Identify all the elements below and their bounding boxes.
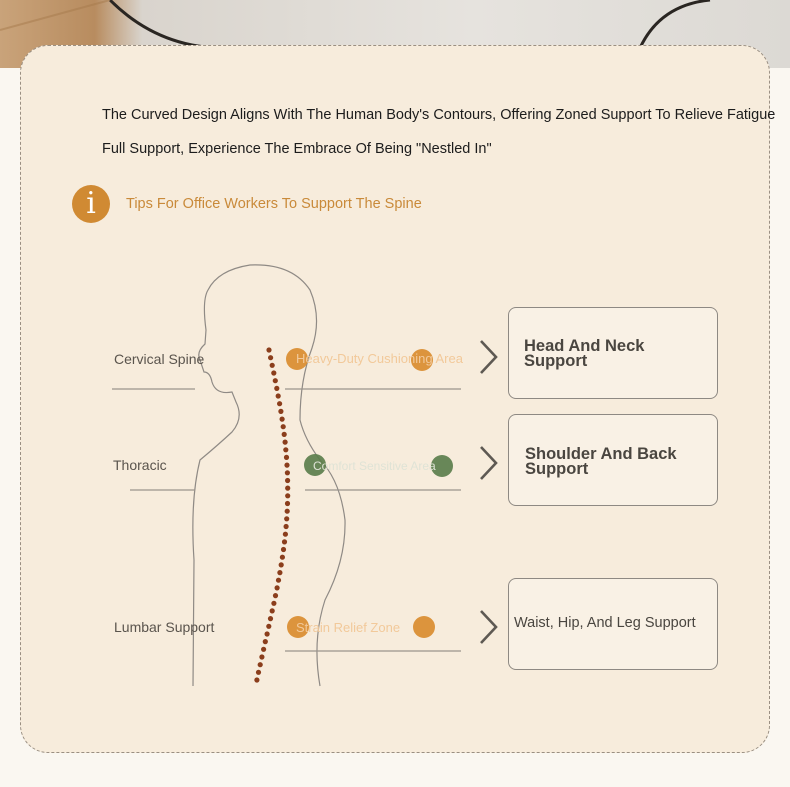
spine-dot xyxy=(285,486,290,491)
spine-dot xyxy=(273,378,278,383)
spine-dot xyxy=(285,478,290,483)
spine-dot xyxy=(277,570,282,575)
zone-strain-relief: Strain Relief Zone xyxy=(296,620,401,635)
spine-dots xyxy=(254,347,290,682)
spine-dot xyxy=(285,501,290,506)
spine-dot xyxy=(276,578,281,583)
spine-dot xyxy=(259,654,264,659)
chevron-right-icon xyxy=(476,338,502,376)
spine-dot xyxy=(281,547,286,552)
spine-dot xyxy=(268,616,273,621)
spine-dot xyxy=(266,624,271,629)
spine-dot xyxy=(276,393,281,398)
spine-dot xyxy=(270,363,275,368)
headline-line-2: Full Support, Experience The Embrace Of Being "Nestled In" xyxy=(102,141,492,157)
label-lumbar-support: Lumbar Support xyxy=(114,619,215,635)
spine-dot xyxy=(284,524,289,529)
spine-dot xyxy=(284,516,289,521)
spine-dot xyxy=(284,463,289,468)
spine-dot xyxy=(284,455,289,460)
spine-dot xyxy=(283,532,288,537)
tip-title: Tips For Office Workers To Support The Spine xyxy=(126,196,422,212)
chevron-right-icon xyxy=(476,444,502,482)
spine-dot xyxy=(280,555,285,560)
support-head-neck: Head And Neck Support xyxy=(524,337,645,370)
spine-dot xyxy=(285,509,290,514)
spine-dot xyxy=(273,593,278,598)
spine-dot xyxy=(271,601,276,606)
spine-dot xyxy=(285,470,290,475)
spine-dot xyxy=(283,440,288,445)
spine-dot xyxy=(263,639,268,644)
info-icon: i xyxy=(72,185,110,223)
spine-dot xyxy=(281,424,286,429)
spine-dot xyxy=(282,539,287,544)
label-cervical-spine: Cervical Spine xyxy=(114,351,205,367)
spine-dot xyxy=(261,647,266,652)
support-shoulder-back: Shoulder And Back Support xyxy=(525,445,677,478)
zone-marker-dot xyxy=(413,616,435,638)
spine-dot xyxy=(283,447,288,452)
headline-line-1: The Curved Design Aligns With The Human Body's Contours, Offering Zoned Support To Relieve Fatigue xyxy=(102,107,776,123)
spine-dot xyxy=(271,370,276,375)
support-waist-hip-leg: Waist, Hip, And Leg Support xyxy=(514,615,696,631)
spine-dot xyxy=(258,662,263,667)
spine-dot xyxy=(278,409,283,414)
chevron-right-icon xyxy=(476,608,502,646)
spine-dot xyxy=(280,417,285,422)
spine-dot xyxy=(275,585,280,590)
zone-heavy-duty-cushioning: Heavy-Duty Cushioning Area xyxy=(296,351,463,366)
spine-dot xyxy=(279,562,284,567)
spine-dot xyxy=(268,355,273,360)
spine-dot xyxy=(285,493,290,498)
spine-dot xyxy=(254,677,259,682)
spine-dot xyxy=(270,608,275,613)
spine-dot xyxy=(266,347,271,352)
spine-dot xyxy=(277,401,282,406)
label-thoracic: Thoracic xyxy=(113,457,167,473)
spine-dot xyxy=(256,670,261,675)
zone-comfort-sensitive: Comfort Sensitive Area xyxy=(313,459,436,473)
spine-dot xyxy=(282,432,287,437)
spine-dot xyxy=(274,386,279,391)
spine-dot xyxy=(265,631,270,636)
